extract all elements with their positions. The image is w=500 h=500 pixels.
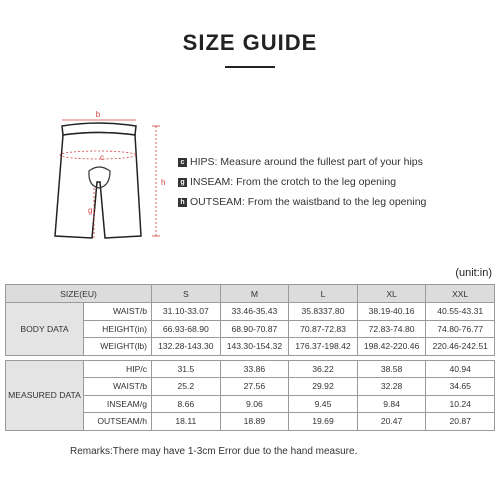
inseam-label: g xyxy=(88,206,93,215)
table-cell: 8.66 xyxy=(152,395,221,413)
table-cell: 18.11 xyxy=(152,413,221,431)
table-cell: 25.2 xyxy=(152,378,221,396)
row-label: WAIST/b xyxy=(84,378,152,396)
table-cell: 33.86 xyxy=(220,360,289,378)
legend-inseam-text: From the crotch to the leg opening xyxy=(236,176,397,188)
legend-outseam-label: OUTSEAM: xyxy=(190,196,245,208)
row-label: WEIGHT(lb) xyxy=(84,338,152,356)
inseam-badge-icon: g xyxy=(178,178,187,187)
shorts-outline-shape xyxy=(55,133,141,239)
table-cell: 33.46-35.43 xyxy=(220,303,289,321)
measurement-legend xyxy=(178,152,426,212)
remarks-text: Remarks:There may have 1-3cm Error due to the hand measure. xyxy=(70,446,358,457)
outseam-label: h xyxy=(161,178,166,187)
size-xxl-header: XXL xyxy=(426,285,495,303)
legend-inseam xyxy=(178,172,426,192)
page-title: SIZE GUIDE xyxy=(182,30,318,55)
size-xl-header: XL xyxy=(357,285,426,303)
hip-label: c xyxy=(100,153,104,162)
table-cell: 19.69 xyxy=(289,413,358,431)
table-cell: 72.83-74.80 xyxy=(357,320,426,338)
table-cell: 35.8337.80 xyxy=(289,303,358,321)
row-label: OUTSEAM/h xyxy=(84,413,152,431)
size-s-header: S xyxy=(152,285,221,303)
table-cell: 132.28-143.30 xyxy=(152,338,221,356)
table-cell: 198.42-220.46 xyxy=(357,338,426,356)
table-cell: 70.87-72.83 xyxy=(289,320,358,338)
table-cell: 20.47 xyxy=(357,413,426,431)
table-cell: 74.80-76.77 xyxy=(426,320,495,338)
row-label: WAIST/b xyxy=(84,303,152,321)
table-cell: 36.22 xyxy=(289,360,358,378)
table-cell: 9.45 xyxy=(289,395,358,413)
table-row xyxy=(6,303,495,321)
size-m-header: M xyxy=(220,285,289,303)
table-cell: 18.89 xyxy=(220,413,289,431)
unit-note: (unit:in) xyxy=(455,267,492,279)
row-label: HIP/c xyxy=(84,360,152,378)
legend-hips-label: HIPS: xyxy=(190,156,218,168)
size-chart-table xyxy=(5,284,495,431)
title-underline xyxy=(225,66,275,68)
row-label: HEIGHT(in) xyxy=(84,320,152,338)
table-cell: 34.65 xyxy=(426,378,495,396)
row-label: INSEAM/g xyxy=(84,395,152,413)
table-cell: 40.94 xyxy=(426,360,495,378)
table-cell: 176.37-198.42 xyxy=(289,338,358,356)
legend-outseam xyxy=(178,192,426,212)
table-cell: 29.92 xyxy=(289,378,358,396)
outseam-badge-icon: h xyxy=(178,198,187,207)
table-cell: 220.46-242.51 xyxy=(426,338,495,356)
table-cell: 9.06 xyxy=(220,395,289,413)
measured-data-group-cell: MEASURED DATA xyxy=(6,360,84,430)
legend-inseam-label: INSEAM: xyxy=(190,176,234,188)
shorts-diagram-icon xyxy=(40,100,180,250)
table-cell: 27.56 xyxy=(220,378,289,396)
size-l-header: L xyxy=(289,285,358,303)
legend-outseam-text: From the waistband to the leg opening xyxy=(247,196,427,208)
table-header-row xyxy=(6,285,495,303)
table-cell: 9.84 xyxy=(357,395,426,413)
body-data-group-cell: BODY DATA xyxy=(6,303,84,356)
table-cell: 31.5 xyxy=(152,360,221,378)
table-cell: 38.19-40.16 xyxy=(357,303,426,321)
table-cell: 20.87 xyxy=(426,413,495,431)
size-header-cell: SIZE(EU) xyxy=(6,285,152,303)
table-cell: 31.10-33.07 xyxy=(152,303,221,321)
table-cell: 143.30-154.32 xyxy=(220,338,289,356)
hips-badge-icon: c xyxy=(178,158,187,167)
table-row xyxy=(6,360,495,378)
legend-hips xyxy=(178,152,426,172)
table-cell: 10.24 xyxy=(426,395,495,413)
table-cell: 68.90-70.87 xyxy=(220,320,289,338)
waist-label: b xyxy=(95,110,101,119)
table-cell: 66.93-68.90 xyxy=(152,320,221,338)
table-cell: 40.55-43.31 xyxy=(426,303,495,321)
table-cell: 38.58 xyxy=(357,360,426,378)
legend-hips-text: Measure around the fullest part of your hips xyxy=(220,156,423,168)
table-cell: 32.28 xyxy=(357,378,426,396)
